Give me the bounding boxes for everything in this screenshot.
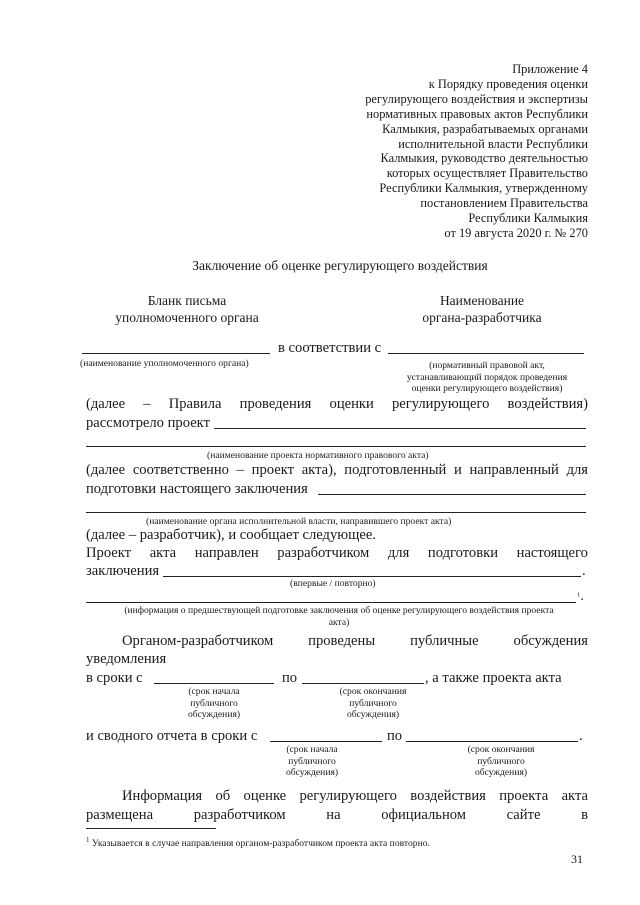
posted-line: [86, 807, 588, 824]
notification-word: уведомления: [86, 651, 167, 667]
word: (далее: [86, 396, 126, 412]
word: акта),: [301, 462, 337, 478]
normative-act-caption: [392, 360, 582, 395]
word: акта: [149, 545, 177, 561]
project-name-blank-1[interactable]: [214, 428, 586, 429]
authorized-body-blank[interactable]: [82, 353, 270, 354]
word: сайте: [506, 807, 541, 823]
word: Проект: [86, 545, 132, 561]
appendix-line: Приложение 4: [512, 62, 588, 76]
appendix-line: от 19 августа 2020 г. № 270: [444, 225, 588, 240]
prev-info-caption: [86, 605, 592, 628]
word: –: [143, 396, 151, 412]
word: Правила: [168, 396, 222, 412]
footnote-ref: $^1$.: [577, 589, 584, 604]
appendix-line: Калмыкия, разрабатываемых органами: [382, 121, 588, 136]
word: для: [566, 462, 588, 478]
word: подготовленный: [344, 462, 447, 478]
word: Органом-разработчиком: [122, 633, 274, 649]
word: воздействия: [410, 788, 486, 804]
word: проведены: [308, 633, 376, 649]
word: подготовки: [427, 545, 499, 561]
caption-line: публичного: [288, 755, 336, 767]
caption-line: публичного: [349, 697, 397, 709]
developer-line: (далее – разработчик), и сообщает следующее.: [86, 527, 377, 543]
word: –: [236, 462, 244, 478]
footnote: [86, 836, 430, 849]
word: соответственно: [132, 462, 229, 478]
word: регулирующего: [391, 396, 490, 412]
caption-line: обсуждения): [285, 767, 339, 778]
authorized-body-caption: (наименование уполномоченного органа): [80, 358, 249, 369]
appendix-line: регулирующего воздействия и экспертизы: [365, 91, 588, 106]
word: проекта: [499, 788, 549, 804]
conclusion-word: заключения: [86, 563, 160, 579]
footnote-separator: [86, 828, 216, 829]
in-terms-from-text: в сроки с: [86, 670, 143, 686]
caption-line: (срок начала: [286, 744, 338, 755]
caption-line: обсуждения): [187, 709, 241, 720]
page-number: 31: [571, 852, 583, 866]
word: об: [215, 788, 231, 804]
caption-line: обсуждения): [346, 709, 400, 720]
caption-line: оценки регулирующего воздействия): [411, 383, 563, 394]
report-start-caption: [262, 744, 362, 779]
header-right-line: Наименование: [439, 293, 525, 308]
first-repeat-caption: (впервые / повторно): [290, 578, 376, 589]
notice-end-date-blank[interactable]: [302, 683, 424, 684]
word: регулирующего: [299, 788, 397, 804]
footnote-text: Указывается в случае направления органом-разработчиком проекта акта повторно.: [91, 838, 430, 850]
word: Информация: [122, 788, 203, 804]
report-end-date-blank[interactable]: [406, 741, 578, 742]
appendix-line: которых осуществляет Правительство: [386, 166, 588, 181]
word: обсуждения: [513, 633, 588, 649]
appendix-line: постановлением Правительства: [420, 196, 588, 211]
period-2: .: [579, 728, 583, 744]
caption-line: (срок начала: [188, 686, 240, 697]
executive-body-blank-2[interactable]: [86, 512, 586, 513]
word: оценки: [329, 396, 374, 412]
word: разработчиком: [193, 807, 286, 823]
info-line: [122, 788, 588, 805]
caption-line: публичного: [190, 697, 238, 709]
footnote-mark: 1: [577, 591, 581, 599]
to-word: по: [282, 670, 298, 686]
normative-act-blank[interactable]: [388, 353, 584, 354]
word: оценке: [243, 788, 287, 804]
appendix-block: [365, 62, 588, 241]
report-end-caption: [446, 744, 556, 779]
period: .: [582, 563, 586, 579]
to-word-2: по: [387, 728, 403, 744]
header-left-line: уполномоченного органа: [115, 310, 259, 325]
caption-line: публичного: [477, 755, 525, 767]
word: в: [581, 807, 588, 823]
word: (далее: [86, 462, 126, 478]
word: проведения: [239, 396, 312, 412]
word: разработчиком: [277, 545, 370, 561]
caption-line: (нормативный правовой акт,: [429, 360, 545, 371]
respectively-line: [86, 462, 588, 479]
prev-info-blank[interactable]: [86, 602, 576, 603]
appendix-line: к Порядку проведения оценки: [428, 76, 588, 91]
appendix-line: Республики Калмыкия, утвержденному: [379, 181, 588, 196]
header-left-line: Бланк письма: [147, 293, 227, 308]
in-accordance-text: в соответствии с: [278, 340, 382, 356]
executive-body-caption: (наименование органа исполнительной власти, направившего проект акта): [146, 516, 452, 527]
word: настоящего: [516, 545, 588, 561]
word: размещена: [86, 807, 154, 823]
word: на: [326, 807, 341, 823]
appendix-line: нормативных правовых актов Республики: [366, 106, 588, 121]
footnote-number: 1: [86, 836, 90, 844]
notice-start-caption: [154, 686, 274, 721]
word: для: [387, 545, 410, 561]
project-name-caption: (наименование проекта нормативного правового акта): [207, 450, 429, 461]
header-right-line: органа-разработчика: [422, 310, 542, 325]
word: и: [454, 462, 462, 478]
first-repeat-blank[interactable]: [163, 576, 581, 577]
word: публичные: [410, 633, 479, 649]
word: направлен: [194, 545, 259, 561]
word: проект: [251, 462, 294, 478]
project-name-blank-2[interactable]: [86, 446, 586, 447]
caption-line: акта): [328, 616, 350, 628]
prep-conclusion-text: подготовки настоящего заключения: [86, 481, 308, 497]
header-left: [102, 292, 272, 326]
caption-line: обсуждения): [474, 767, 528, 778]
document-title: Заключение об оценке регулирующего воздействия: [192, 258, 488, 273]
caption-line: (срок окончания: [339, 686, 407, 697]
also-project-text: , а также проекта акта: [425, 670, 562, 686]
notice-end-caption: [318, 686, 428, 721]
header-right: [372, 292, 592, 326]
word: официальном: [381, 807, 467, 823]
public-discussion-line: [122, 633, 588, 650]
summary-report-text: и сводного отчета в сроки с: [86, 728, 258, 744]
executive-body-blank-1[interactable]: [318, 494, 586, 495]
word: воздействия): [507, 396, 588, 412]
caption-line: устанавливающий порядок проведения: [406, 371, 568, 383]
appendix-line: Республики Калмыкия: [468, 211, 588, 226]
rules-line: [86, 396, 588, 413]
reviewed-project-text: рассмотрело проект: [86, 415, 210, 431]
notice-start-date-blank[interactable]: [154, 683, 274, 684]
appendix-line: исполнительной власти Республики: [398, 136, 588, 151]
word: акта: [561, 788, 588, 804]
report-start-date-blank[interactable]: [270, 741, 382, 742]
caption-line: (информация о предшествующей подготовке заключения об оценке регулирующего воздействия проекта: [124, 605, 554, 616]
caption-line: (срок окончания: [467, 744, 535, 755]
project-sent-line: [86, 545, 588, 562]
word: направленный: [469, 462, 559, 478]
appendix-line: Калмыкия, руководство деятельностью: [380, 151, 588, 166]
